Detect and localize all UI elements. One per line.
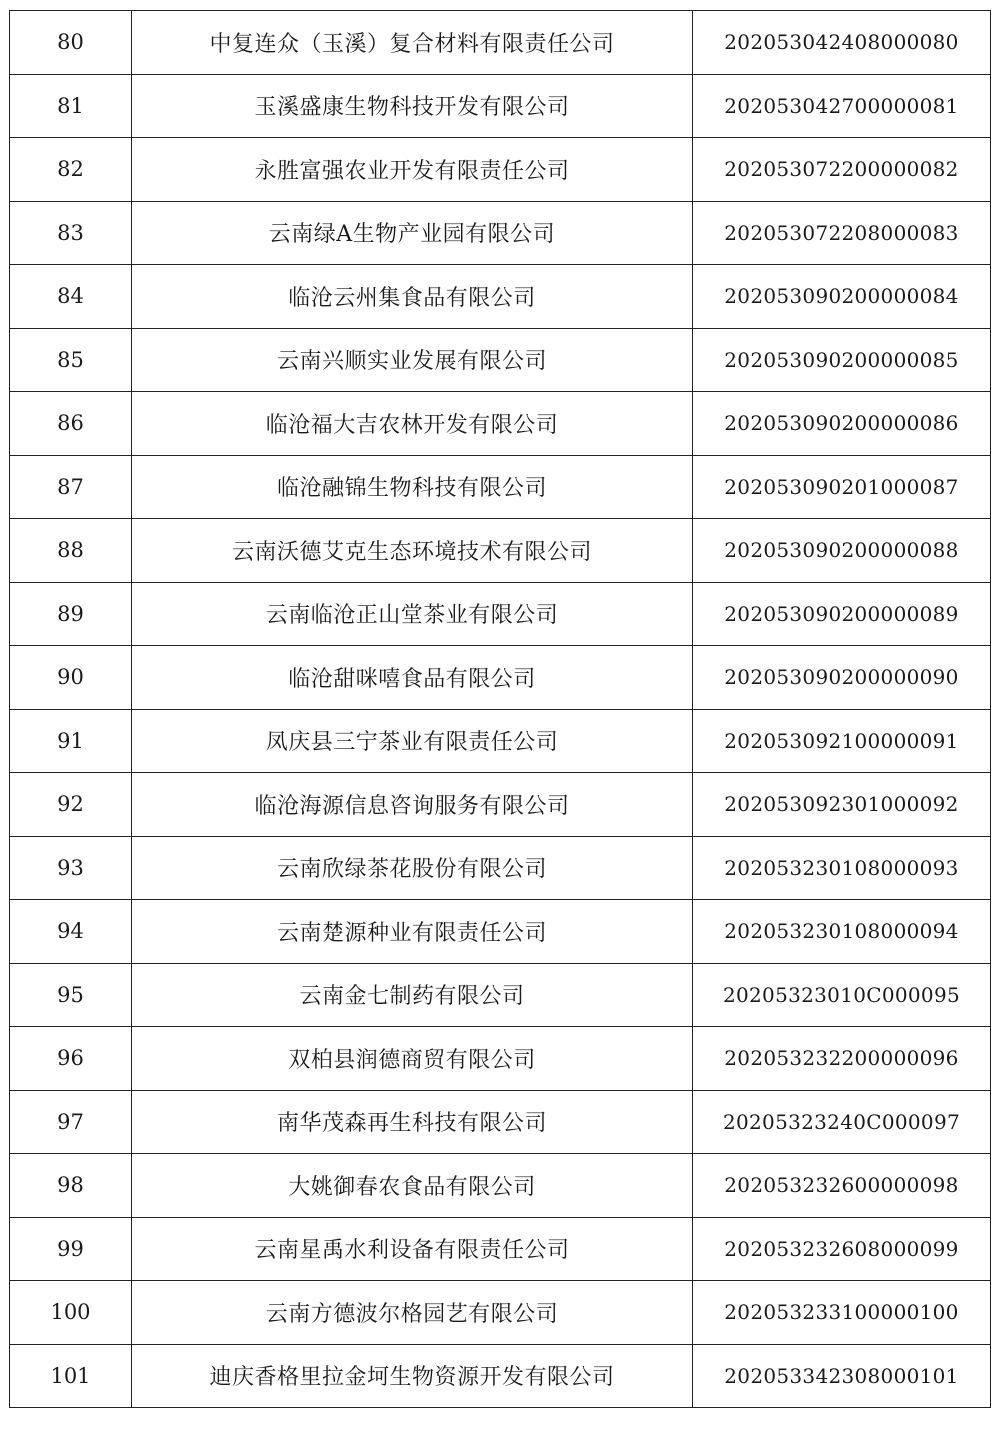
registration-code-cell: 202053230108000093 [693, 836, 991, 900]
company-name-cell: 临沧甜咪嘻食品有限公司 [132, 646, 693, 710]
table-row [10, 392, 991, 456]
registration-code-cell: 202053232600000098 [693, 1154, 991, 1218]
table-row [10, 1154, 991, 1218]
company-name-cell: 临沧海源信息咨询服务有限公司 [132, 773, 693, 837]
registration-code-cell: 20205323010C000095 [693, 963, 991, 1027]
registration-code-cell: 202053092100000091 [693, 709, 991, 773]
registration-code-cell: 202053072208000083 [693, 201, 991, 265]
company-name-cell: 永胜富强农业开发有限责任公司 [132, 138, 693, 202]
registration-code-cell: 202053090200000086 [693, 392, 991, 456]
table-body [10, 11, 991, 1408]
row-number-cell: 101 [10, 1344, 132, 1408]
table-row [10, 455, 991, 519]
row-number-cell: 95 [10, 963, 132, 1027]
registration-code-cell: 202053232200000096 [693, 1027, 991, 1091]
row-number-cell: 82 [10, 138, 132, 202]
table-row [10, 646, 991, 710]
table-row [10, 709, 991, 773]
row-number-cell: 90 [10, 646, 132, 710]
company-name-cell: 云南楚源种业有限责任公司 [132, 900, 693, 964]
company-name-cell: 南华茂森再生科技有限公司 [132, 1090, 693, 1154]
row-number-cell: 98 [10, 1154, 132, 1218]
company-name-cell: 临沧融锦生物科技有限公司 [132, 455, 693, 519]
company-name-cell: 云南兴顺实业发展有限公司 [132, 328, 693, 392]
company-name-cell: 临沧福大吉农林开发有限公司 [132, 392, 693, 456]
row-number-cell: 93 [10, 836, 132, 900]
row-number-cell: 81 [10, 74, 132, 138]
registration-code-cell: 202053090201000087 [693, 455, 991, 519]
table-row [10, 519, 991, 583]
table-row [10, 11, 991, 75]
table-row [10, 328, 991, 392]
registration-code-cell: 202053090200000090 [693, 646, 991, 710]
table-row [10, 1217, 991, 1281]
registration-code-cell: 202053232608000099 [693, 1217, 991, 1281]
row-number-cell: 94 [10, 900, 132, 964]
table-row [10, 201, 991, 265]
registration-code-cell: 202053090200000088 [693, 519, 991, 583]
registration-code-cell: 202053042408000080 [693, 11, 991, 75]
registration-code-cell: 202053230108000094 [693, 900, 991, 964]
row-number-cell: 85 [10, 328, 132, 392]
company-name-cell: 迪庆香格里拉金坷生物资源开发有限公司 [132, 1344, 693, 1408]
company-name-cell: 云南欣绿茶花股份有限公司 [132, 836, 693, 900]
table-row [10, 836, 991, 900]
row-number-cell: 96 [10, 1027, 132, 1091]
registration-code-cell: 202053090200000089 [693, 582, 991, 646]
registration-code-cell: 202053342308000101 [693, 1344, 991, 1408]
table-row [10, 1344, 991, 1408]
registration-code-cell: 202053233100000100 [693, 1281, 991, 1345]
registration-code-cell: 20205323240C000097 [693, 1090, 991, 1154]
company-name-cell: 云南方德波尔格园艺有限公司 [132, 1281, 693, 1345]
company-name-cell: 云南绿A生物产业园有限公司 [132, 201, 693, 265]
table-row [10, 963, 991, 1027]
table-row [10, 1027, 991, 1091]
registration-code-cell: 202053042700000081 [693, 74, 991, 138]
row-number-cell: 89 [10, 582, 132, 646]
row-number-cell: 83 [10, 201, 132, 265]
company-name-cell: 云南金七制药有限公司 [132, 963, 693, 1027]
company-name-cell: 中复连众（玉溪）复合材料有限责任公司 [132, 11, 693, 75]
registration-code-cell: 202053072200000082 [693, 138, 991, 202]
row-number-cell: 87 [10, 455, 132, 519]
registration-code-cell: 202053090200000085 [693, 328, 991, 392]
row-number-cell: 86 [10, 392, 132, 456]
table-row [10, 74, 991, 138]
row-number-cell: 92 [10, 773, 132, 837]
table-row [10, 1281, 991, 1345]
row-number-cell: 80 [10, 11, 132, 75]
table-row [10, 265, 991, 329]
table-row [10, 138, 991, 202]
company-name-cell: 云南星禹水利设备有限责任公司 [132, 1217, 693, 1281]
row-number-cell: 88 [10, 519, 132, 583]
company-name-cell: 凤庆县三宁茶业有限责任公司 [132, 709, 693, 773]
company-name-cell: 玉溪盛康生物科技开发有限公司 [132, 74, 693, 138]
row-number-cell: 97 [10, 1090, 132, 1154]
company-name-cell: 云南临沧正山堂茶业有限公司 [132, 582, 693, 646]
company-name-cell: 云南沃德艾克生态环境技术有限公司 [132, 519, 693, 583]
row-number-cell: 99 [10, 1217, 132, 1281]
table-row [10, 773, 991, 837]
registration-code-cell: 202053092301000092 [693, 773, 991, 837]
table-row [10, 1090, 991, 1154]
company-name-cell: 大姚御春农食品有限公司 [132, 1154, 693, 1218]
table-row [10, 582, 991, 646]
table-row [10, 900, 991, 964]
row-number-cell: 91 [10, 709, 132, 773]
company-name-cell: 临沧云州集食品有限公司 [132, 265, 693, 329]
row-number-cell: 84 [10, 265, 132, 329]
registration-code-cell: 202053090200000084 [693, 265, 991, 329]
company-table [9, 10, 991, 1408]
company-name-cell: 双柏县润德商贸有限公司 [132, 1027, 693, 1091]
row-number-cell: 100 [10, 1281, 132, 1345]
